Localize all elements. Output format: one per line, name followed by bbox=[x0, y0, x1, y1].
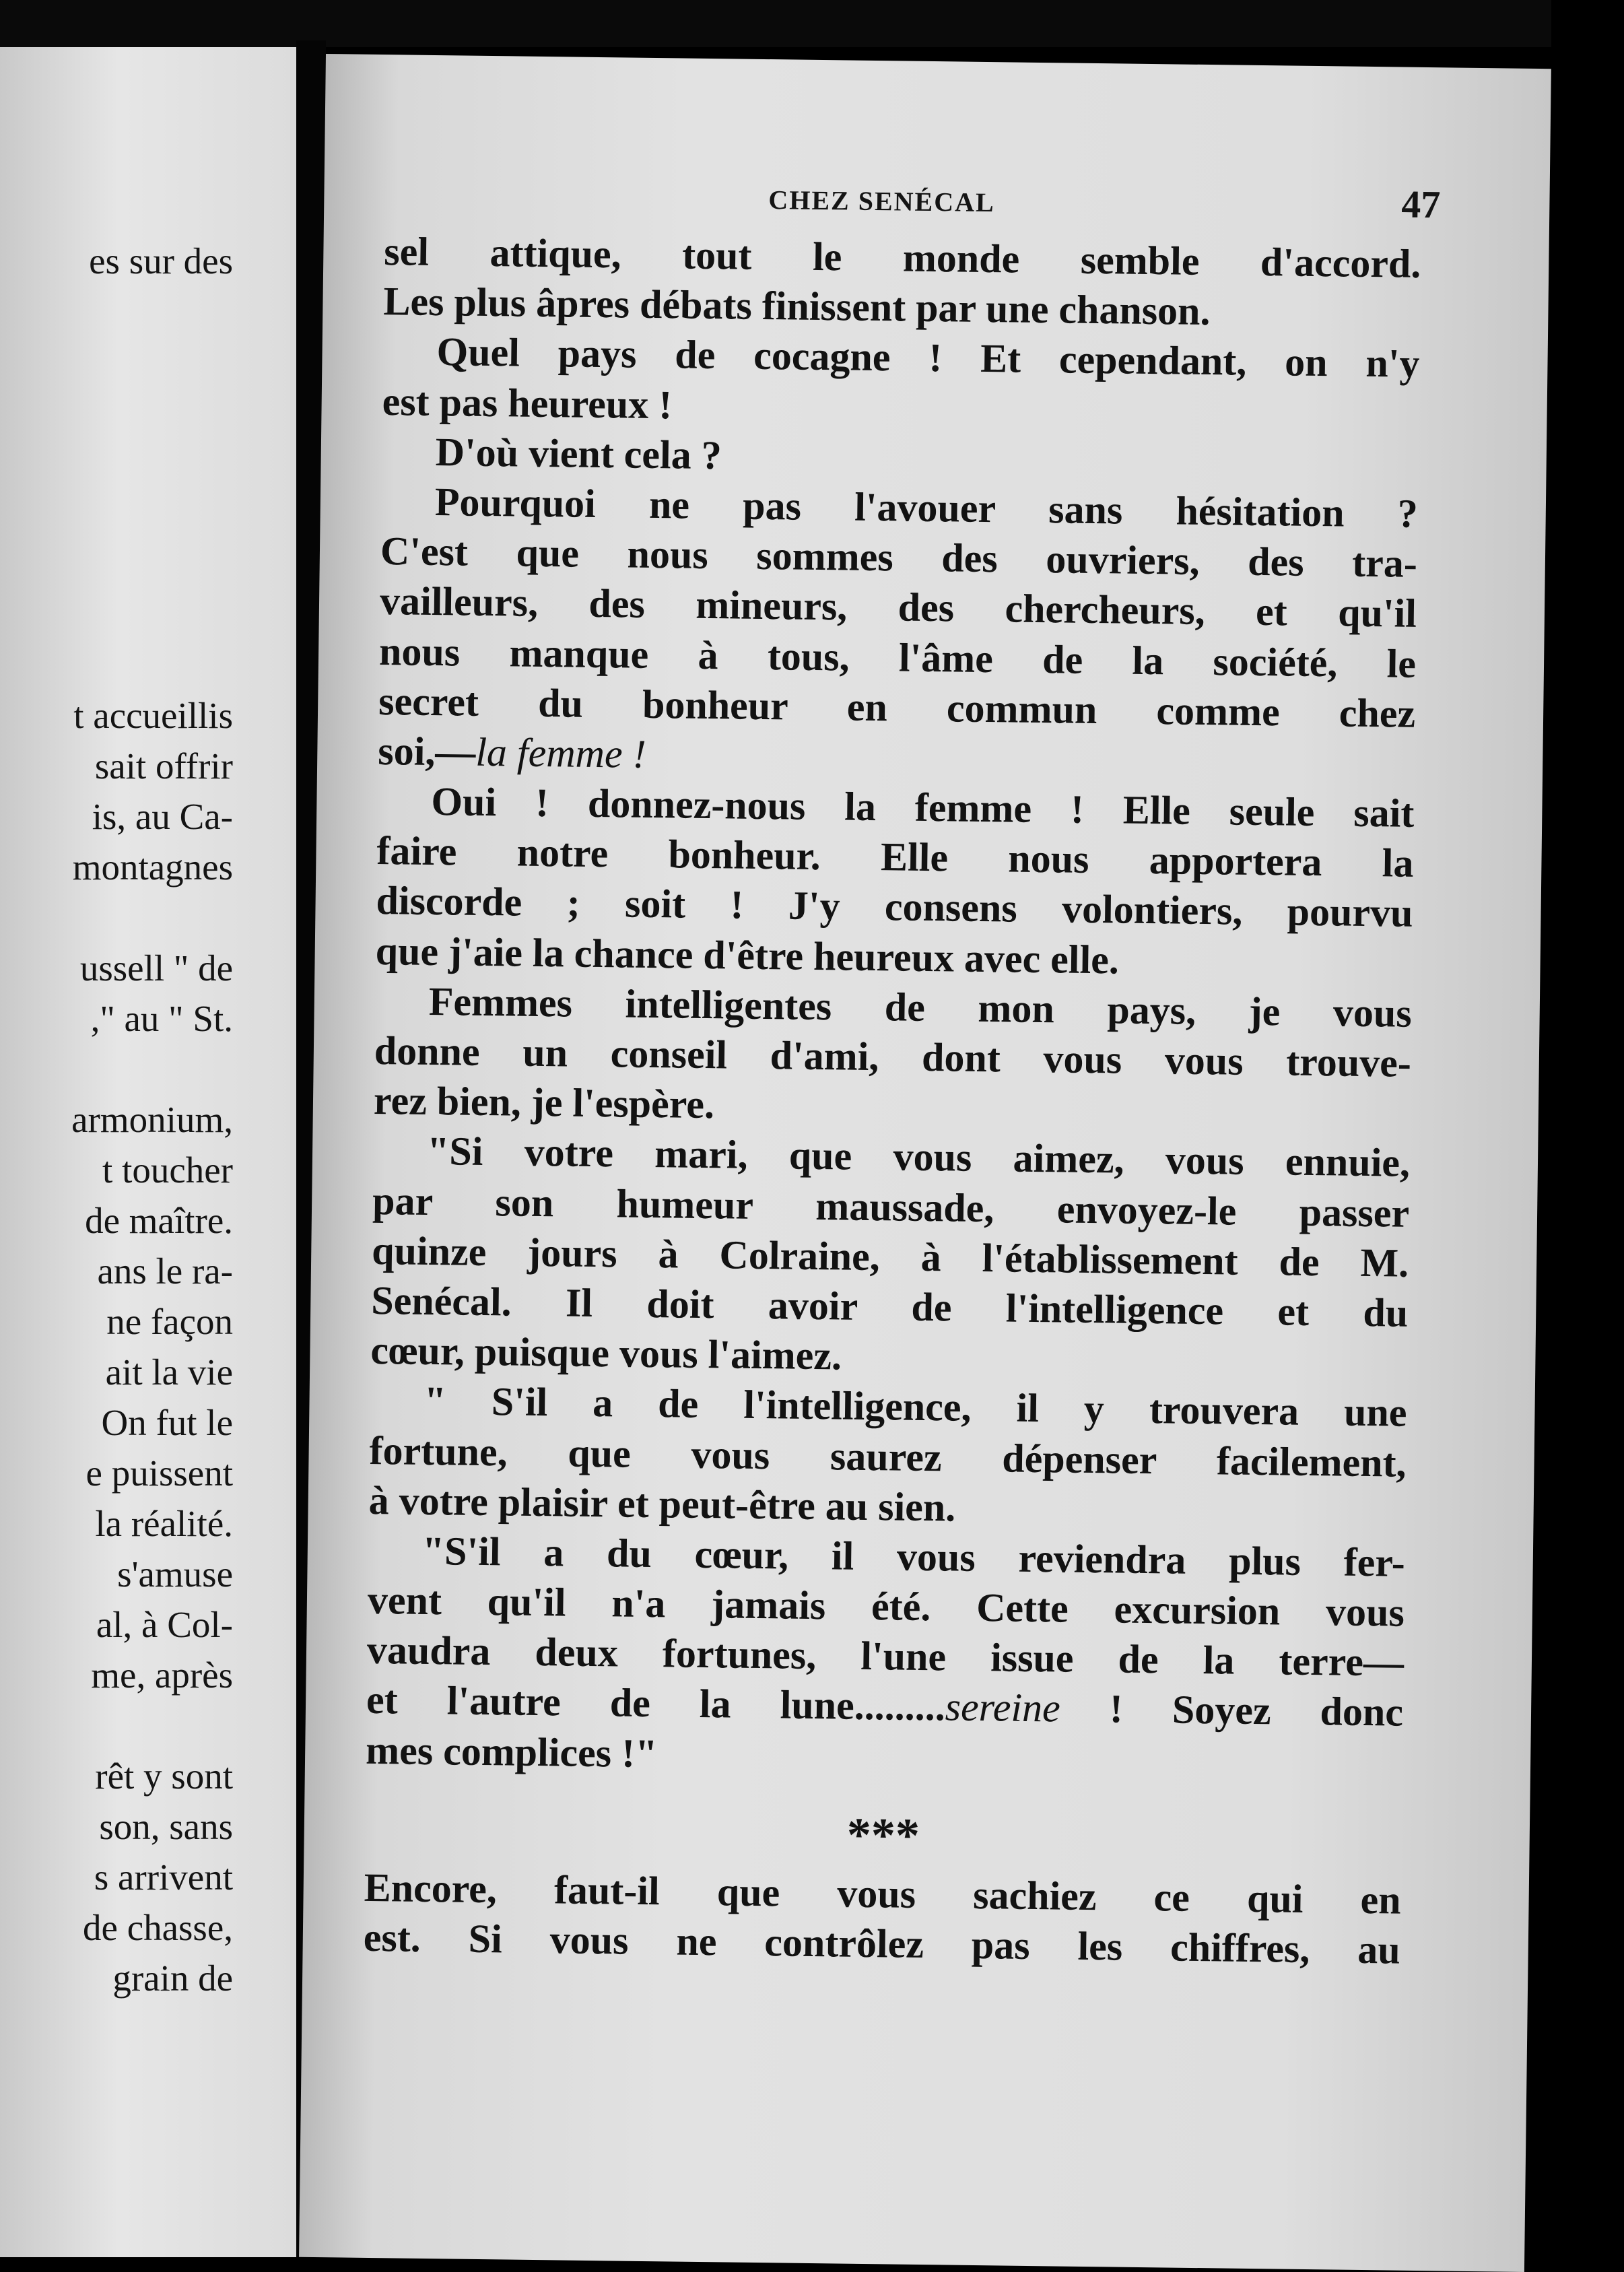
left-page-line bbox=[0, 286, 296, 337]
section-separator: *** bbox=[846, 1807, 920, 1863]
text-line: discorde ; soit ! J'y consens volontiers, pourvu bbox=[376, 878, 1413, 936]
text-line: Encore, faut-il que vous sachiez ce qui en bbox=[364, 1865, 1402, 1923]
left-page-line: grain de bbox=[112, 1958, 233, 1999]
page-body-text bbox=[363, 226, 1421, 1975]
left-page-line: e puissent bbox=[86, 1452, 233, 1494]
text-line: que j'aie la chance d'être heureux avec elle. bbox=[375, 928, 1120, 982]
left-page-line bbox=[0, 488, 296, 539]
text-line: sel attique, tout le monde semble d'accord. bbox=[384, 229, 1421, 286]
left-page-line: ussell " de bbox=[79, 947, 233, 989]
left-page-line: ," au " St. bbox=[90, 998, 233, 1039]
left-page-line bbox=[0, 640, 296, 690]
text-line: secret du bonheur en commun comme chez bbox=[378, 678, 1416, 736]
text-line: et l'autre de la lune.........sereine ! Soyez donc bbox=[366, 1677, 1404, 1735]
left-page-line: s'amuse bbox=[117, 1553, 233, 1595]
text-line: soi,—la femme ! bbox=[377, 728, 647, 776]
text-line: vailleurs, des mineurs, des chercheurs, et qu'il bbox=[379, 578, 1417, 636]
text-line: faire notre bonheur. Elle nous apportera la bbox=[376, 828, 1414, 886]
left-page-line bbox=[0, 337, 296, 387]
left-page-line: de maître. bbox=[85, 1200, 233, 1241]
text-line: par son humeur maussade, envoyez-le passer bbox=[372, 1178, 1410, 1236]
text-line: nous manque à tous, l'âme de la société, le bbox=[378, 628, 1417, 686]
text-line: quinze jours à Colraine, à l'établissement de M. bbox=[371, 1228, 1409, 1285]
left-page-line bbox=[0, 438, 296, 488]
left-page-line: is, au Ca- bbox=[92, 796, 233, 837]
text-line: Femmes intelligentes de mon pays, je vous bbox=[428, 978, 1413, 1036]
text-line: Les plus âpres débats finissent par une chanson. bbox=[383, 279, 1211, 334]
left-page-line bbox=[0, 1044, 296, 1094]
text-line: donne un conseil d'ami, dont vous vous trouve- bbox=[374, 1028, 1412, 1085]
italic-text: sereine bbox=[945, 1684, 1061, 1731]
text-line: cœur, puisque vous l'aimez. bbox=[370, 1328, 842, 1378]
text-line: Senécal. Il doit avoir de l'intelligence et du bbox=[370, 1277, 1409, 1335]
left-page-line: son, sans bbox=[99, 1806, 233, 1847]
left-page-line: rêt y sont bbox=[95, 1756, 233, 1797]
left-page-line bbox=[0, 1700, 296, 1751]
left-page-line: s arrivent bbox=[94, 1857, 233, 1898]
left-page-text bbox=[0, 236, 296, 2003]
left-page-line: ans le ra- bbox=[97, 1250, 233, 1292]
left-facing-page bbox=[0, 47, 296, 2257]
left-page-line: On fut le bbox=[101, 1402, 233, 1443]
scan-right-border bbox=[1551, 0, 1624, 2257]
left-page-line bbox=[0, 387, 296, 438]
left-page-line: al, à Col- bbox=[96, 1604, 233, 1645]
left-page-line bbox=[0, 892, 296, 943]
right-page bbox=[299, 54, 1551, 2272]
left-page-line: la réalité. bbox=[95, 1503, 233, 1544]
text-line: vaudra deux fortunes, l'une issue de la terre— bbox=[366, 1628, 1405, 1685]
text-line: Pourquoi ne pas l'avouer sans hésitation ? bbox=[434, 479, 1419, 536]
text-line: D'où vient cela ? bbox=[435, 429, 722, 477]
scan-top-border bbox=[0, 0, 1624, 47]
text-line: rez bien, je l'espère. bbox=[373, 1078, 715, 1127]
left-page-line: sait offrir bbox=[94, 745, 233, 787]
left-page-line bbox=[0, 539, 296, 589]
text-line: à votre plaisir et peut-être au sien. bbox=[368, 1477, 956, 1530]
text-line: C'est que nous sommes des ouvriers, des tra- bbox=[380, 529, 1418, 586]
italic-text: la femme ! bbox=[475, 729, 647, 776]
text-line: est. Si vous ne contrôlez pas les chiffres, au bbox=[363, 1914, 1401, 1972]
left-page-line: me, après bbox=[91, 1655, 233, 1696]
text-line: vent qu'il n'a jamais été. Cette excursion vous bbox=[367, 1577, 1405, 1635]
text-line: fortune, que vous saurez dépenser facilement, bbox=[369, 1428, 1407, 1485]
running-head: CHEZ SENÉCAL bbox=[768, 185, 995, 218]
text-line: est pas heureux ! bbox=[382, 378, 673, 427]
left-page-line: de chasse, bbox=[83, 1907, 233, 1948]
text-line: "Si votre mari, que vous aimez, vous ennuie, bbox=[426, 1129, 1411, 1186]
left-page-line: ait la vie bbox=[105, 1351, 233, 1393]
left-page-line: t accueillis bbox=[73, 695, 233, 736]
left-page-line: armonium, bbox=[71, 1099, 233, 1140]
text-line: "S'il a du cœur, il vous reviendra plus fer- bbox=[421, 1528, 1406, 1585]
text-line: Quel pays de cocagne ! Et cependant, on n'y bbox=[436, 329, 1420, 387]
left-page-line: montagnes bbox=[72, 846, 233, 888]
text-line: " S'il a de l'intelligence, il y trouvera une bbox=[424, 1378, 1407, 1436]
left-page-line: ne façon bbox=[106, 1301, 233, 1342]
page-number: 47 bbox=[1400, 182, 1441, 227]
text-line: Oui ! donnez-nous la femme ! Elle seule sait bbox=[431, 779, 1415, 836]
left-page-line: t toucher bbox=[102, 1149, 233, 1191]
left-page-line bbox=[0, 589, 296, 640]
left-page-line: es sur des bbox=[89, 240, 233, 281]
text-line: mes complices !" bbox=[365, 1727, 658, 1776]
